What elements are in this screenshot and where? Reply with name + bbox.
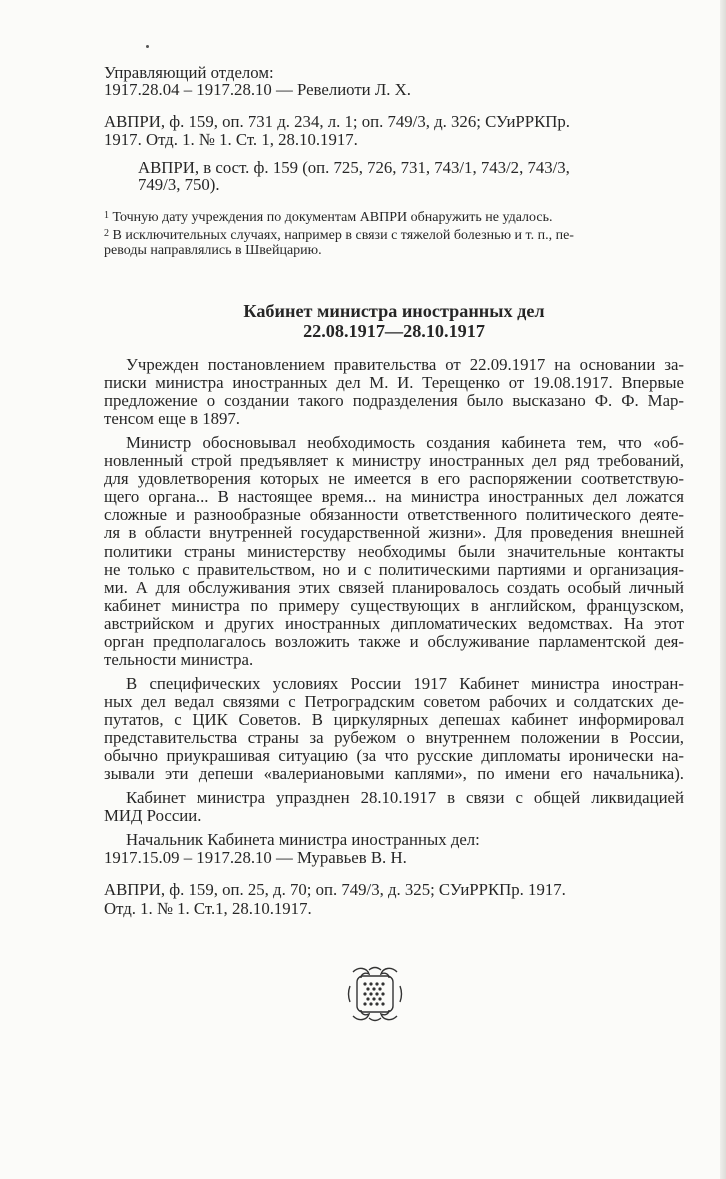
head-ref2-line1: АВПРИ, в сост. ф. 159 (оп. 725, 726, 731, 743/1, 743/2, 743/3,	[138, 158, 570, 177]
section-title: Кабинет министра иностранных дел	[243, 301, 545, 321]
head-ref1-line1: АВПРИ, ф. 159, оп. 731 д. 234, л. 1; оп. 749/3, д. 326; СУиРРКПр.	[104, 112, 570, 131]
section-dates: 22.08.1917—28.10.1917	[303, 321, 485, 341]
footnote-2-text-line1: В исключительных случаях, например в связи с тяжелой болезнью и т. п., пе-	[112, 228, 574, 243]
body-line: тенсом еще в 1897.	[104, 409, 240, 428]
body-line: 1917.15.09 – 1917.28.10 — Муравьев В. Н.	[104, 848, 407, 867]
body-line: политики страны министерству необходимы были значительные контакты	[104, 542, 684, 561]
body-line: МИД России.	[104, 806, 202, 825]
body-line: зывали эти депеши «валериановыми каплями», по имени его начальника).	[104, 764, 684, 783]
page-edge-shadow	[720, 0, 726, 1179]
body-line: сложные и разнообразные обязанности ответственного политического деяте-	[104, 505, 684, 524]
body-line: тельности министра.	[104, 650, 254, 669]
body-line: представительства страны за рубежом о внутреннем положении в России,	[104, 728, 684, 747]
decorative-vignette-icon	[345, 964, 405, 1024]
body-line: новленный строй предъявляет к министру иностранных дел ряд требований,	[104, 451, 684, 470]
body-line: писки министра иностранных дел М. И. Терещенко от 19.08.1917. Впервые	[104, 373, 684, 392]
body-line: В специфических условиях России 1917 Кабинет министра иностран-	[126, 674, 684, 693]
head-manager-entry: 1917.28.04 – 1917.28.10 — Ревелиоти Л. Х.	[104, 80, 411, 99]
footnote-1-text: Точную дату учреждения по документам АВПРИ обнаружить не удалось.	[112, 210, 553, 225]
head-manager-label: Управляющий отделом:	[104, 63, 274, 82]
body-line: предложение о создании такого подразделения было высказано Ф. Ф. Мар-	[104, 391, 684, 410]
body-line: Учрежден постановлением правительства от 22.09.1917 на основании за-	[126, 355, 684, 374]
body-line: Министр обосновывал необходимость создания кабинета тем, что «об-	[126, 433, 684, 452]
body-line: щего органа... В настоящее время... на министра иностранных дел ложатся	[104, 487, 684, 506]
body-line: орган предполагалось возложить также и обслуживание парламентской дея-	[104, 632, 684, 651]
footnote-2-mark: 2	[104, 228, 109, 239]
body-line: австрийском и других иностранных дипломатических ведомствах. На этот	[104, 614, 684, 633]
footnote-1-mark: 1	[104, 210, 109, 221]
closing-ref-line1: АВПРИ, ф. 159, оп. 25, д. 70; оп. 749/3, д. 325; СУиРРКПр. 1917.	[104, 880, 566, 899]
body-line: ми. А для обслуживания этих связей планировалось создать особый личный	[104, 578, 684, 597]
body-line: Начальник Кабинета министра иностранных дел:	[126, 830, 480, 849]
body-line: обычно приукрашивая ситуацию (за что русские дипломаты иронически на-	[104, 746, 684, 765]
head-ref1-line2: 1917. Отд. 1. № 1. Ст. 1, 28.10.1917.	[104, 130, 358, 149]
closing-ref-line2: Отд. 1. № 1. Ст.1, 28.10.1917.	[104, 899, 312, 918]
body-line: кабинет министра по примеру существующих в английском, французском,	[104, 596, 684, 615]
body-line: Кабинет министра упразднен 28.10.1917 в связи с общей ликвидацией	[126, 788, 684, 807]
head-ref2-line2: 749/3, 750).	[138, 175, 220, 194]
body-line: не только с правительством, но и с политическими партиями и организация-	[104, 560, 684, 579]
body-line: ных дел ведал связями с Петроградским советом рабочих и солдатских де-	[104, 692, 684, 711]
footnote-2-text-line2: реводы направлялись в Швейцарию.	[104, 243, 322, 258]
stray-dot	[146, 45, 149, 48]
body-line: для удовлетворения которых не имеется в его распоряжении соответствую-	[104, 469, 684, 488]
body-line: путатов, с ЦИК Советов. В циркулярных депешах кабинет информировал	[104, 710, 684, 729]
body-line: ля в области внутренней государственной жизни». Для проведения внешней	[104, 523, 684, 542]
